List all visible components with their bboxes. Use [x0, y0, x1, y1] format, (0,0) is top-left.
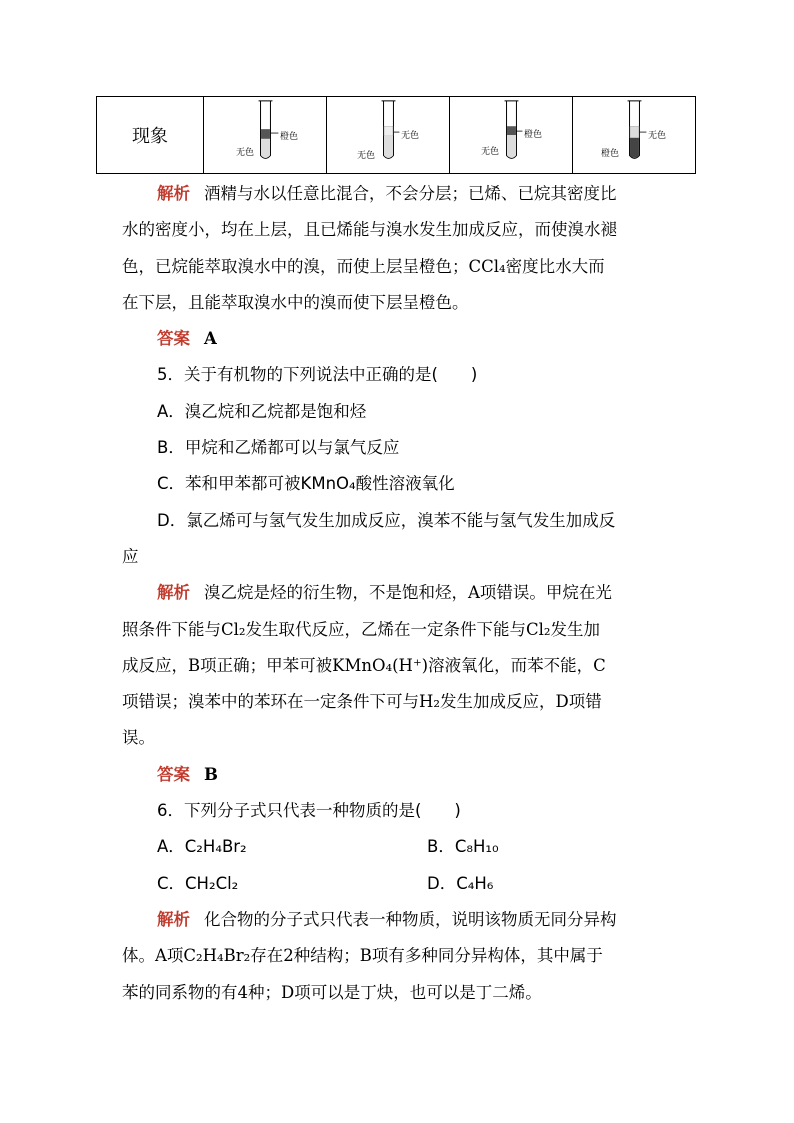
analysis-line: 项错误；溴苯中的苯环在一定条件下可与H₂发生加成反应，D项错 [122, 692, 602, 712]
analysis-line: 解析 化合物的分子式只代表一种物质，说明该物质无同分异构 [157, 909, 617, 929]
tube-2-upper-label: 无色 [401, 131, 420, 141]
test-tube-icon [327, 97, 449, 173]
answer-line [122, 321, 682, 357]
analysis-label: 解析 [157, 909, 190, 929]
analysis-line: 苯的同系物的有4种；D项可以是丁炔，也可以是丁二烯。 [122, 982, 542, 1002]
analysis-line: 成反应，B项正确；甲苯可被KMnO₄(H⁺)溶液氧化，而苯不能，C [122, 655, 606, 675]
tube-cell-3 [450, 97, 573, 174]
question-5-option-d: D．氯乙烯可与氢气发生加成反应，溴苯不能与氢气发生加成反 [157, 510, 616, 530]
answer-line [122, 757, 682, 793]
tube-2-lower-label: 无色 [357, 151, 376, 161]
question-6-option-d: D．C₄H₆ [427, 873, 494, 893]
content-body [122, 176, 682, 1011]
analysis-line: 在下层，且能萃取溴水中的溴而使下层呈橙色。 [122, 292, 469, 312]
analysis-line: 照条件下能与Cl₂发生取代反应，乙烯在一定条件下能与Cl₂发生加 [122, 619, 601, 639]
analysis-label: 解析 [157, 583, 190, 603]
test-tube-icon [573, 97, 695, 173]
analysis-label: 解析 [157, 184, 190, 203]
tube-1-upper-label: 橙色 [280, 132, 299, 142]
answer-label: 答案 [157, 764, 190, 784]
question-5-stem: 5．关于有机物的下列说法中正确的是( ) [157, 365, 478, 385]
table-header-cell: 现象 [97, 97, 204, 174]
question-5-option-c: C．苯和甲苯都可被KMnO₄酸性溶液氧化 [157, 474, 455, 494]
analysis-line: 色，已烷能萃取溴水中的溴，而使上层呈橙色；CCl₄密度比水大而 [122, 256, 605, 276]
tube-4-lower-label: 橙色 [601, 149, 620, 159]
tube-3-lower-label: 无色 [481, 147, 500, 157]
analysis-line: 误。 [122, 728, 155, 748]
question-6-stem: 6．下列分子式只代表一种物质的是( ) [157, 801, 461, 821]
test-tube-icon [450, 97, 572, 173]
question-6-option-c: C．CH₂Cl₂ [157, 873, 239, 893]
question-5-option-a: A．溴乙烷和乙烷都是饱和烃 [157, 401, 367, 421]
question-6-options-row-1 [122, 829, 682, 865]
analysis-line: 水的密度小，均在上层，且已烯能与溴水发生加成反应，而使溴水褪 [122, 220, 617, 240]
tube-cell-2 [327, 97, 450, 174]
question-6-options-row-2 [122, 866, 682, 902]
tube-3-upper-label: 橙色 [524, 130, 543, 140]
tube-1-lower-label: 无色 [236, 148, 255, 158]
tube-cell-1 [204, 97, 327, 174]
analysis-line: 体。A项C₂H₄Br₂存在2种结构；B项有多种同分异构体，其中属于 [122, 946, 603, 966]
answer-value: A [204, 329, 217, 349]
tube-4-upper-label: 无色 [648, 131, 667, 141]
analysis-line: 解析 溴乙烷是烃的衍生物，不是饱和烃，A项错误。甲烷在光 [157, 583, 612, 603]
question-6-option-a: A．C₂H₄Br₂ [157, 837, 247, 857]
tube-cell-4 [573, 97, 696, 174]
answer-value: B [204, 764, 218, 784]
answer-label: 答案 [157, 329, 190, 349]
question-5-option-d-cont: 应 [122, 546, 139, 566]
observation-table [96, 96, 696, 174]
question-5-option-b: B．甲烷和乙烯都可以与氯气反应 [157, 438, 400, 458]
test-tube-icon [204, 97, 326, 173]
analysis-line: 解析 酒精与水以任意比混合，不会分层；已烯、已烷其密度比 [157, 184, 617, 203]
question-6-option-b: B．C₈H₁₀ [427, 837, 499, 857]
